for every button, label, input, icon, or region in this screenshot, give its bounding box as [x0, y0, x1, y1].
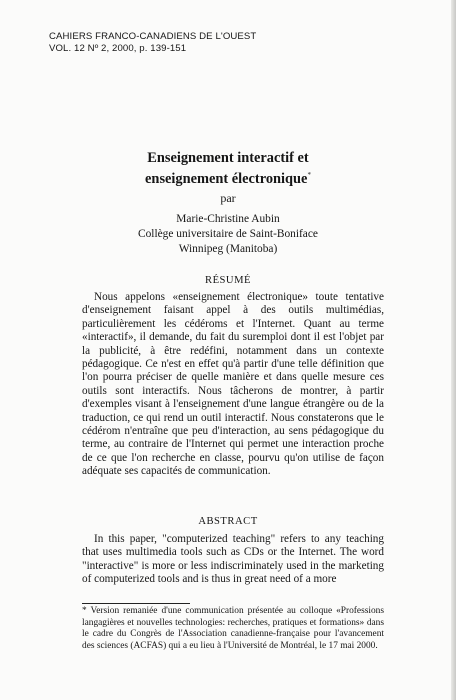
journal-name: CAHIERS FRANCO-CANADIENS DE L'OUEST	[49, 31, 257, 42]
author-affiliation: Collège universitaire de Saint-Boniface	[138, 228, 318, 240]
resume-heading: RÉSUMÉ	[205, 275, 251, 286]
author-location: Winnipeg (Manitoba)	[178, 243, 278, 255]
footnote-text: * Version remaniée d'une communication présentée au colloque «Professions langagières et nouvelles technologies: recherches, pratiques et formations» dans le cadre du Congrès de l'Association canadienne-française pour l'avancement des sciences (ACFAS) qui a eu lieu à l'Université de Montréal, le 17 mai 2000.	[82, 606, 384, 651]
title-line-1: Enseignement interactif et	[147, 150, 309, 166]
journal-citation: VOL. 12 Nº 2, 2000, p. 139-151	[49, 43, 187, 54]
title-footnote-marker: *	[307, 171, 311, 179]
author-block	[0, 212, 456, 257]
abstract-text: In this paper, "computerized teaching" refers to any teaching that uses multimedia tools such as CDs or the Internet. The word "interactive" is more or less indiscriminately used in the marketing of computerized tools and is thus in great need of a more	[82, 533, 384, 586]
title-line-2	[0, 167, 456, 188]
footnote-divider	[82, 603, 190, 604]
title-line-2-text: enseignement électronique	[145, 171, 308, 187]
scan-edge	[451, 0, 456, 700]
abstract-heading: ABSTRACT	[198, 516, 258, 527]
by-line: par	[220, 191, 236, 205]
resume-text: Nous appelons «enseignement électronique» toute tentative d'enseignement faisant appel à des outils multimédias, particulièrement les cédéroms et l'Internet. Quant au terme «interactif», il demande, du fait du suremploi dont il est l'objet par la publicité, à être redéfini, notamment dans un contexte pédagogique. Ce n'est en effet qu'à partir d'une telle définition que l'on pourra préciser de quelle manière et dans quelle mesure ces outils sont interactifs. Nous tâcherons de montrer, à partir d'exemples visant à l'enseignement d'une langue étrangère ou de la traduction, ce qui rend un outil interactif. Nous constaterons que le cédérom n'entraîne que peu d'interaction, au sens pédagogique du terme, au contraire de l'Internet qui permet une interaction proche de ce que l'on recherche en classe, pourvu qu'on utilise de façon adéquate ses capacités de communication.	[82, 291, 384, 478]
journal-header	[49, 31, 256, 55]
author-name: Marie-Christine Aubin	[176, 213, 280, 225]
article-title	[0, 150, 456, 188]
